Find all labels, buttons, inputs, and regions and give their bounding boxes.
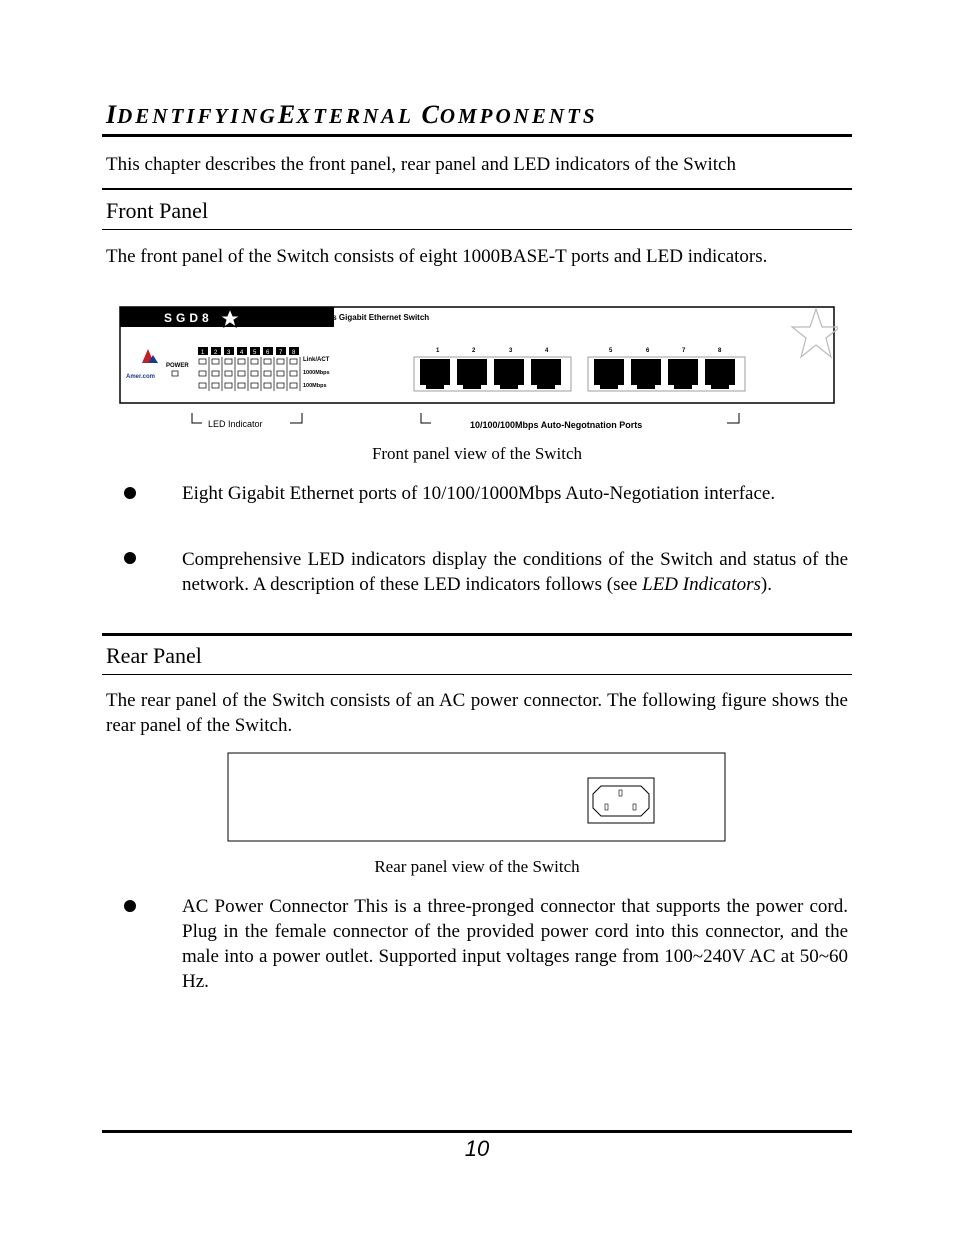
ports-label: 10/100/100Mbps Auto-Negotnation Ports bbox=[470, 420, 643, 430]
bullet-icon bbox=[124, 552, 136, 564]
svg-text:6: 6 bbox=[266, 350, 270, 356]
rj45-port-7 bbox=[668, 359, 698, 389]
front-panel-caption: Front panel view of the Switch bbox=[371, 444, 583, 463]
chapter-title: IDENTIFYINGEXTERNAL COMPONENTS bbox=[106, 100, 598, 129]
svg-text:1: 1 bbox=[201, 350, 205, 356]
section-rule bbox=[102, 633, 852, 636]
rj45-port-4 bbox=[531, 359, 561, 389]
page-number: 10 bbox=[464, 1136, 490, 1161]
heading-rule bbox=[102, 229, 852, 230]
svg-text:4: 4 bbox=[240, 350, 244, 356]
port-number: 6 bbox=[646, 348, 650, 354]
port-number: 8 bbox=[718, 348, 722, 354]
led-row-label-100: 100Mbps bbox=[303, 383, 327, 389]
port-number: 4 bbox=[545, 348, 549, 354]
front-bullet-2: Comprehensive LED indicators display the conditions of the Switch and status of the network. A description of these LED indicators follows (see LED Indicators). bbox=[182, 549, 848, 595]
led-row-label-link: Link/ACT bbox=[303, 357, 330, 363]
model-label: SGD8 bbox=[164, 311, 213, 325]
rear-panel-paragraph: The rear panel of the Switch consists of an AC power connector. The following figure shows the rear panel of the Switch. bbox=[106, 690, 848, 736]
rj45-port-8 bbox=[705, 359, 735, 389]
footer-rule bbox=[102, 1130, 852, 1133]
rear-panel-figure bbox=[227, 752, 727, 844]
svg-text:5: 5 bbox=[253, 350, 257, 356]
rj45-ports bbox=[420, 359, 735, 389]
power-led bbox=[172, 371, 178, 376]
svg-text:2: 2 bbox=[214, 350, 218, 356]
port-number: 3 bbox=[509, 348, 513, 354]
svg-text:7: 7 bbox=[279, 350, 283, 356]
port-number: 7 bbox=[682, 348, 686, 354]
svg-text:8: 8 bbox=[292, 350, 296, 356]
power-label: POWER bbox=[166, 363, 189, 369]
front-panel-heading: Front Panel bbox=[106, 198, 209, 223]
front-panel-paragraph: The front panel of the Switch consists of eight 1000BASE-T ports and LED indicators. bbox=[106, 246, 768, 267]
bullet-icon bbox=[124, 487, 136, 499]
rj45-port-6 bbox=[631, 359, 661, 389]
led-grid bbox=[199, 357, 300, 391]
led-number-row bbox=[198, 347, 299, 356]
port-number: 5 bbox=[609, 348, 613, 354]
rear-panel-heading: Rear Panel bbox=[106, 643, 202, 668]
heading-rule bbox=[102, 674, 852, 675]
rj45-port-3 bbox=[494, 359, 524, 389]
chapter-intro: This chapter describes the front panel, rear panel and LED indicators of the Switch bbox=[106, 154, 736, 175]
port-number: 1 bbox=[436, 348, 440, 354]
rj45-port-2 bbox=[457, 359, 487, 389]
led-indicators-ref[interactable]: LED Indicators bbox=[642, 574, 761, 595]
ac-power-connector-icon bbox=[593, 786, 649, 816]
svg-text:3: 3 bbox=[227, 350, 231, 356]
front-bullet-1: Eight Gigabit Ethernet ports of 10/100/1000Mbps Auto-Negotiation interface. bbox=[182, 483, 776, 504]
product-label: 8-Port 10/100/1000Mbps Gigabit Ethernet Switch bbox=[246, 313, 430, 322]
rear-bullet-1: AC Power Connector This is a three-pronged connector that supports the power cord. Plug in the female connector of the provided power cord into this connector, and the male into a power outlet. Supported input voltages range from 100~240V AC at 50~60 Hz. bbox=[182, 896, 848, 992]
section-rule bbox=[102, 188, 852, 190]
port-number: 2 bbox=[472, 348, 476, 354]
led-indicator-label: LED Indicator bbox=[208, 419, 263, 429]
led-row-label-1000: 1000Mbps bbox=[303, 370, 330, 376]
front-panel-figure bbox=[118, 305, 838, 435]
brand-label: Amer.com bbox=[126, 374, 156, 380]
star-outline-icon bbox=[792, 309, 838, 357]
rear-panel-caption: Rear panel view of the Switch bbox=[374, 857, 580, 876]
rj45-port-1 bbox=[420, 359, 450, 389]
title-rule bbox=[102, 134, 852, 137]
rj45-port-5 bbox=[594, 359, 624, 389]
bullet-icon bbox=[124, 900, 136, 912]
